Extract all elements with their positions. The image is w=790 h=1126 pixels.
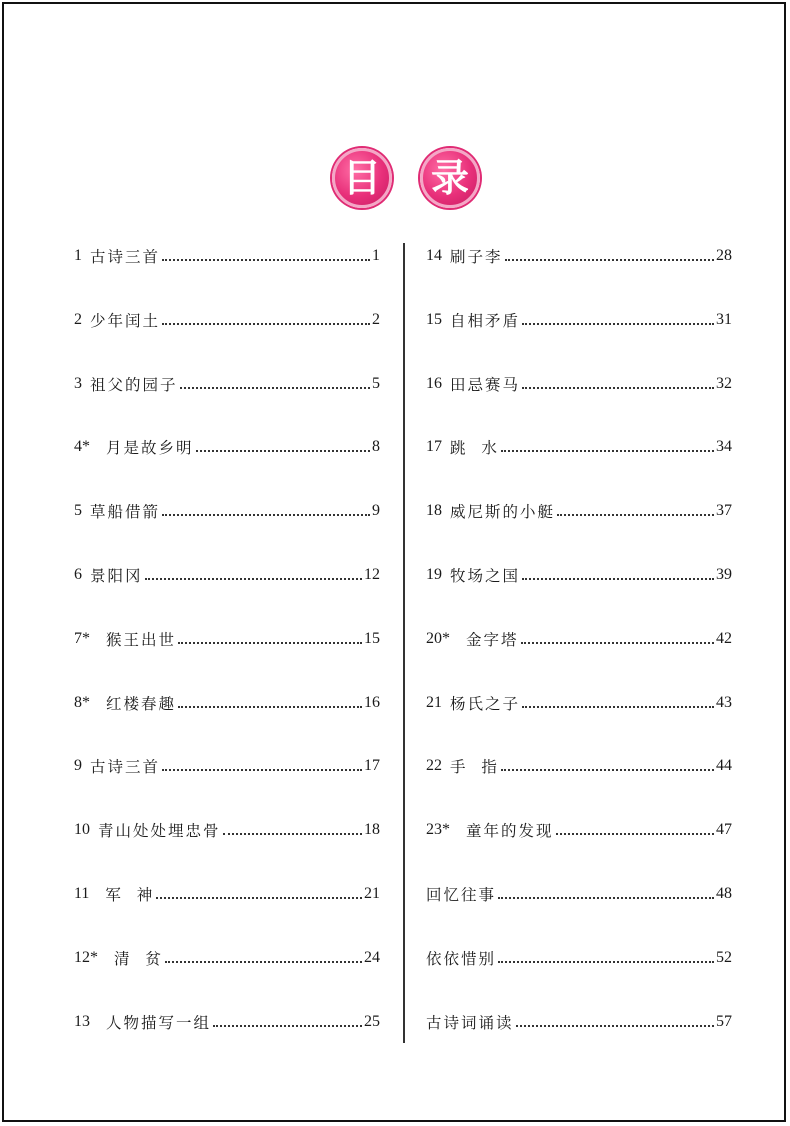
toc-entry-page: 5 (372, 374, 380, 392)
toc-entry[interactable] (426, 814, 732, 846)
toc-leader-dots (196, 450, 370, 452)
toc-entry-title: 跳 水 (450, 439, 499, 458)
toc-entry[interactable] (74, 240, 380, 272)
toc-entry-page: 12 (364, 566, 380, 583)
toc-entry-title: 杨氏之子 (450, 694, 521, 713)
toc-entry-page: 15 (364, 629, 380, 647)
title-char-1: 目 (342, 156, 381, 200)
toc-entry-number: 16 (426, 374, 450, 392)
toc-leader-dots (498, 961, 714, 963)
toc-entry-number: 13 (74, 1012, 106, 1030)
toc-entry-title: 牧场之国 (450, 567, 521, 585)
toc-entry[interactable] (426, 687, 732, 719)
toc-leader-dots (180, 387, 370, 389)
toc-left-column (74, 240, 380, 1040)
toc-leader-dots (165, 961, 362, 963)
toc-leader-dots (498, 897, 714, 899)
toc-entry-title: 人物描写一组 (106, 1013, 212, 1032)
toc-entry[interactable] (74, 750, 380, 782)
toc-entry-number: 21 (426, 693, 450, 711)
toc-entry-number: 15 (426, 310, 450, 328)
toc-entry[interactable] (426, 240, 732, 272)
toc-entry-number: 4* (74, 438, 106, 456)
toc-leader-dots (522, 578, 714, 580)
toc-entry-number: 1 (74, 247, 90, 264)
toc-entry-title: 童年的发现 (466, 822, 554, 841)
toc-entry-number: 17 (426, 438, 450, 456)
toc-entry-page: 43 (716, 693, 732, 711)
toc-entry-page: 44 (716, 757, 732, 775)
toc-entry-page: 42 (716, 629, 732, 647)
toc-entry-title: 青山处处埋忠骨 (98, 822, 221, 841)
toc-entry[interactable] (74, 559, 380, 591)
toc-entry-number: 18 (426, 502, 450, 520)
toc-entry-page: 25 (364, 1012, 380, 1030)
toc-leader-dots (501, 769, 714, 771)
toc-entry-number: 23* (426, 821, 466, 839)
toc-entry[interactable] (74, 368, 380, 400)
toc-entry-title: 红楼春趣 (106, 694, 177, 713)
toc-entry-page: 47 (716, 821, 732, 839)
toc-entry[interactable] (426, 878, 732, 910)
toc-entry[interactable] (426, 623, 732, 655)
toc-entry-page: 16 (364, 693, 380, 711)
toc-leader-dots (522, 323, 714, 325)
toc-entry-number: 9 (74, 757, 90, 775)
toc-leader-dots (556, 833, 714, 835)
toc-entry-title: 祖父的园子 (90, 375, 178, 394)
title-char-2: 录 (430, 156, 469, 200)
toc-right-column (426, 240, 732, 1040)
toc-entry-page: 37 (716, 502, 732, 520)
toc-entry-title: 手 指 (450, 758, 499, 777)
toc-entry[interactable] (426, 750, 732, 782)
toc-entry-number: 6 (74, 566, 90, 583)
toc-entry[interactable] (74, 687, 380, 719)
toc-leader-dots (505, 259, 714, 261)
toc-entry[interactable] (426, 368, 732, 400)
toc-entry-page: 34 (716, 438, 732, 456)
toc-entry-page: 1 (372, 247, 380, 264)
title-disc-mu (332, 148, 392, 208)
toc-entry-page: 28 (716, 247, 732, 264)
toc-leader-dots (156, 897, 362, 899)
toc-entry-title: 古诗词诵读 (426, 1013, 514, 1032)
toc-entry-page: 48 (716, 885, 732, 902)
toc-entry-title: 威尼斯的小艇 (450, 503, 556, 522)
toc-entry[interactable] (426, 304, 732, 336)
toc-entry-title: 回忆往事 (426, 886, 497, 904)
toc-entry-number: 8* (74, 693, 106, 711)
toc-entry-page: 21 (364, 885, 380, 902)
toc-entry-title: 景阳冈 (90, 567, 143, 585)
toc-entry-title: 刷子李 (450, 248, 503, 266)
toc-entry[interactable] (74, 623, 380, 655)
toc-entry[interactable] (74, 814, 380, 846)
toc-leader-dots (522, 706, 714, 708)
toc-entry-title: 猴王出世 (106, 630, 177, 649)
toc-entry-number: 10 (74, 821, 98, 839)
toc-entry[interactable] (74, 1006, 380, 1038)
toc-leader-dots (516, 1025, 714, 1027)
toc-entry[interactable] (426, 431, 732, 463)
toc-entry-title: 清 贫 (114, 949, 163, 968)
toc-entry[interactable] (74, 304, 380, 336)
toc-entry-page: 2 (372, 310, 380, 328)
toc-entry-title: 草船借箭 (90, 503, 161, 522)
toc-entry-title: 田忌赛马 (450, 375, 521, 394)
toc-leader-dots (162, 514, 370, 516)
toc-leader-dots (178, 706, 362, 708)
toc-leader-dots (521, 642, 714, 644)
toc-entry-number: 2 (74, 310, 90, 328)
toc-leader-dots (162, 769, 362, 771)
toc-entry[interactable] (426, 495, 732, 527)
toc-entry-title: 月是故乡明 (106, 439, 194, 458)
toc-leader-dots (522, 387, 714, 389)
toc-leader-dots (501, 450, 714, 452)
title-disc-lu (420, 148, 480, 208)
toc-entry[interactable] (74, 431, 380, 463)
toc-entry-number: 12* (74, 948, 114, 966)
toc-entry-page: 32 (716, 374, 732, 392)
toc-leader-dots (213, 1025, 362, 1027)
toc-entry-page: 57 (716, 1012, 732, 1030)
toc-entry-page: 8 (372, 438, 380, 456)
toc-entry-number: 19 (426, 566, 450, 583)
toc-entry-page: 24 (364, 948, 380, 966)
toc-entry[interactable] (74, 942, 380, 974)
toc-entry-page: 18 (364, 821, 380, 839)
toc-entry[interactable] (426, 942, 732, 974)
toc-entry[interactable] (74, 878, 380, 910)
toc-leader-dots (162, 259, 370, 261)
toc-entry-page: 17 (364, 757, 380, 775)
toc-leader-dots (178, 642, 362, 644)
toc-entry[interactable] (426, 1006, 732, 1038)
toc-leader-dots (145, 578, 362, 580)
toc-entry-page: 9 (372, 502, 380, 520)
toc-entry-page: 52 (716, 948, 732, 966)
toc-entry-number: 7* (74, 629, 106, 647)
toc-entry-number: 5 (74, 502, 90, 520)
toc-entry-number: 11 (74, 885, 106, 902)
toc-entry-page: 39 (716, 566, 732, 583)
toc-leader-dots (162, 323, 370, 325)
toc-entry-title: 少年闰土 (90, 311, 161, 330)
toc-entry[interactable] (426, 559, 732, 591)
toc-entry-title: 依依惜别 (426, 949, 497, 968)
toc-entry-number: 3 (74, 374, 90, 392)
toc-entry-title: 军 神 (105, 886, 155, 904)
column-divider (403, 243, 405, 1043)
toc-entry-number: 22 (426, 757, 450, 775)
toc-entry-page: 31 (716, 310, 732, 328)
toc-entry[interactable] (74, 495, 380, 527)
toc-entry-title: 金字塔 (466, 630, 519, 649)
toc-entry-number: 20* (426, 629, 466, 647)
toc-leader-dots (223, 833, 362, 835)
toc-entry-title: 自相矛盾 (450, 311, 521, 330)
toc-entry-title: 古诗三首 (90, 248, 161, 266)
toc-leader-dots (557, 514, 714, 516)
toc-entry-title: 古诗三首 (90, 758, 161, 777)
toc-entry-number: 14 (426, 247, 450, 264)
